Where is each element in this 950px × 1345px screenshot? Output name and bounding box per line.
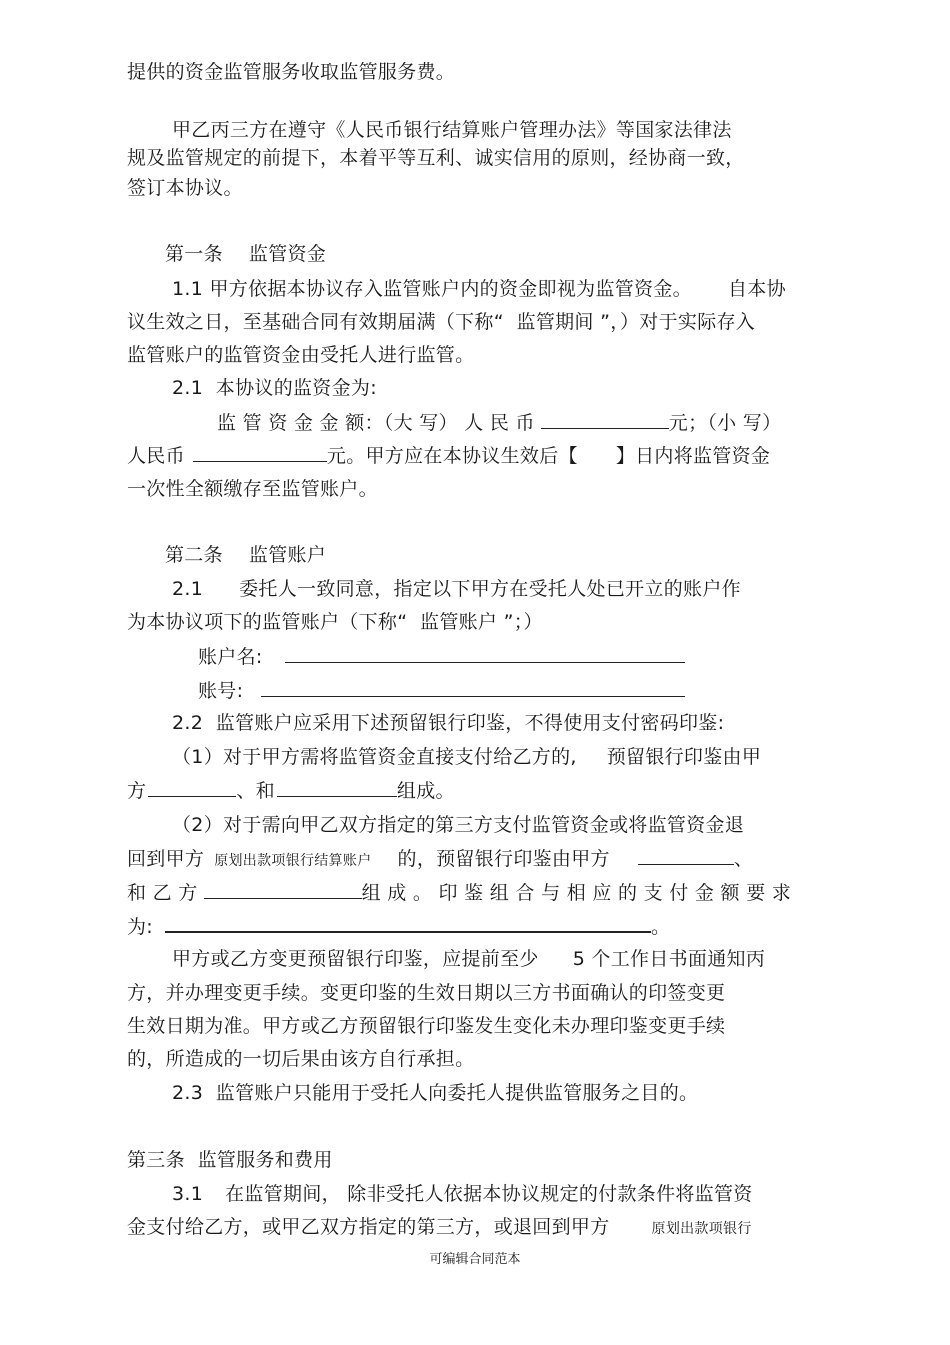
page-footer: 可编辑合同范本 (429, 1252, 521, 1267)
text-line: 金支付给乙方，或甲乙双方指定的第三方，或退回到甲方 原划出款项银行 (127, 1216, 752, 1238)
blank-field (204, 880, 362, 899)
text-line: 人民币 元。甲方应在本协议生效后【 】日内将监管资金 (127, 445, 771, 467)
text-line: 签订本协议。 (127, 177, 243, 199)
text-line: 2.3 监管账户只能用于受托人向委托人提供监管服务之目的。 (172, 1082, 699, 1104)
text-line: 和 乙 方 组 成 。 印 鉴 组 合 与 相 应 的 支 付 金 额 要 求 (127, 882, 792, 904)
text-line: 规及监管规定的前提下，本着平等互利、诚实信用的原则，经协商一致， (127, 147, 745, 169)
text-line: 方，并办理变更手续。变更印鉴的生效日期以三方书面确认的印签变更 (127, 982, 726, 1004)
text-line: 生效日期为准。甲方或乙方预留银行印鉴发生变化未办理印鉴变更手续 (127, 1015, 726, 1037)
text-line: （1）对于甲方需将监管资金直接支付给乙方的, 预留银行印鉴由甲 (172, 746, 762, 768)
text-line: 甲方或乙方变更预留银行印鉴，应提前至少 5 个工作日书面通知丙 (172, 948, 766, 970)
text-line: 监管账户的监管资金由受托人进行监管。 (127, 344, 475, 366)
text-line: 方 、和 组成。 (127, 780, 455, 802)
account-name-blank (285, 644, 685, 663)
text-line: 为: 。 (127, 913, 670, 939)
blank-field (165, 913, 651, 933)
section-heading: 第二条 监管账户 (165, 544, 327, 566)
text-line: 议生效之日，至基础合同有效期届满（下称“ 监管期间 ”，）对于实际存入 (127, 311, 756, 333)
account-number-blank (261, 678, 685, 697)
text-line: 2.1 委托人一致同意，指定以下甲方在受托人处已开立的账户作 (172, 578, 741, 600)
blank-field (148, 778, 236, 797)
account-name-row: 账户名: (198, 644, 685, 669)
section-heading: 第三条 监管服务和费用 (127, 1149, 333, 1171)
text-line: （2）对于需向甲乙双方指定的第三方支付监管资金或将监管资金退 (172, 814, 745, 836)
section-heading: 第一条 监管资金 (165, 243, 327, 265)
text-line: 为本协议项下的监管账户（下称“ 监管账户 ”；） (127, 611, 543, 633)
blank-field (638, 846, 734, 865)
text-line: 监 管 资 金 金 额：（大 写） 人 民 币 元；（小 写） (217, 412, 782, 434)
text-line: 3.1 在监管期间， 除非受托人依据本协议规定的付款条件将监管资 (172, 1183, 753, 1205)
text-line: 1.1 甲方依据本协议存入监管账户内的资金即视为监管资金。 自本协 (172, 278, 786, 300)
blank-field (541, 410, 669, 429)
text-line: 2.2 监管账户应采用下述预留银行印鉴，不得使用支付密码印鉴: (172, 712, 725, 734)
text-line: 一次性全额缴存至监管账户。 (127, 478, 378, 500)
text-line: 2.1 本协议的监资金为: (172, 377, 377, 399)
text-line: 的，所造成的一切后果由该方自行承担。 (127, 1048, 475, 1070)
text-line: 提供的资金监管服务收取监管服务费。 (127, 61, 456, 83)
text-line: 甲乙丙三方在遵守《人民币银行结算账户管理办法》等国家法律法 (172, 119, 732, 141)
account-number-row: 账号: (198, 678, 685, 703)
blank-field (193, 443, 327, 462)
blank-field (277, 778, 397, 797)
text-line: 回到甲方 原划出款项银行结算账户 的，预留银行印鉴由甲方 、 (127, 848, 754, 870)
